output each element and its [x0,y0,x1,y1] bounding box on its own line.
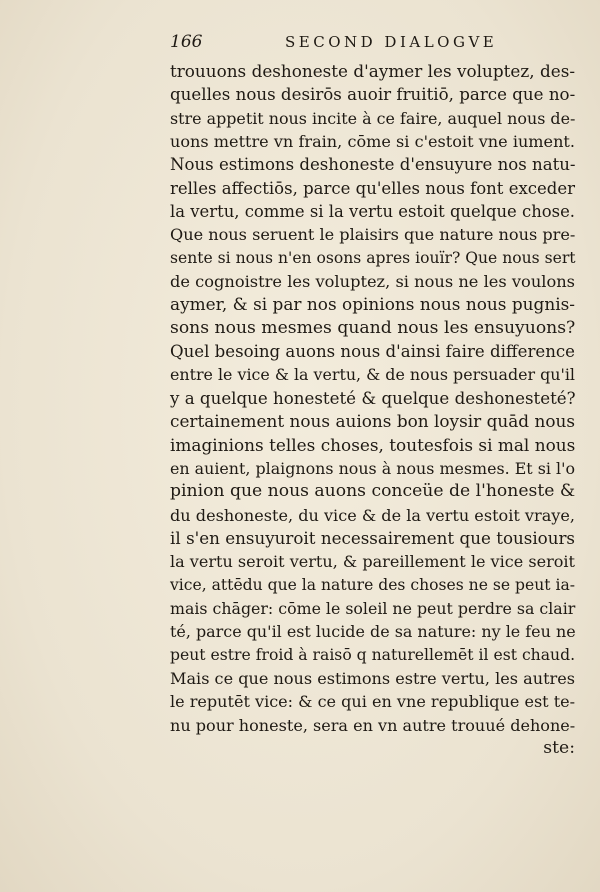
text-line: Quel besoing auons nous d'ainsi faire difference [170,342,575,362]
text-line: du deshoneste, du vice & de la vertu estoit vraye, [170,505,575,525]
text-line: Que nous seruent le plaisirs que nature nous pre- [170,225,576,245]
text-line: vice, attēdu que la nature des choses ne se peut ia- [170,575,576,594]
text-line: entre le vice & la vertu, & de nous persuader qu'il [170,365,575,385]
text-line: trouuons deshoneste d'aymer les voluptez, des- [170,61,575,81]
text-line: stre appetit nous incite à ce faire, auquel nous de- [170,108,576,128]
page-header [170,32,570,56]
text-line: imaginions telles choses, toutesfois si mal nous [170,434,576,455]
catchword-line: ste: [543,737,575,758]
page-number: 166 [170,32,203,52]
text-line: sente si nous n'en osons apres iouïr? Que nous sert [170,248,576,267]
text-line: certainement nous auions bon loysir quād nous [170,411,575,432]
text-line: le reputēt vice: & ce qui en vne republique est te- [170,692,576,712]
text-line: té, parce qu'il est lucide de sa nature: ny le feu ne [170,622,576,642]
text-line: quelles nous desirōs auoir fruitiō, parce que no- [170,85,576,105]
text-line: peut estre froid à raisō q naturellemēt il est chaud. [170,645,576,664]
body-text [170,60,575,760]
text-line: uons mettre vn frain, cōme si c'estoit vne iument. [170,132,575,152]
text-line: la vertu, comme si la vertu estoit quelque chose. [170,202,575,222]
text-line: Mais ce que nous estimons estre vertu, les autres [170,668,575,688]
text-line: nu pour honeste, sera en vn autre trouué dehone- [170,715,576,735]
text-line: relles affectiōs, parce qu'elles nous font exceder [170,178,575,198]
text-line: Nous estimons deshoneste d'ensuyure nos natu- [170,155,576,175]
text-line: y a quelque honesteté & quelque deshonesteté? [170,388,576,408]
text-line: pinion que nous auons conceüe de l'honeste & [170,481,576,502]
text-line: sons nous mesmes quand nous les ensuyuons? [170,317,576,338]
text-line: aymer, & si par nos opinions nous nous pugnis- [170,294,575,315]
text-line: la vertu seroit vertu, & pareillement le vice seroit [170,552,575,572]
running-head: SECOND DIALOGVE [285,33,498,51]
text-line: de cognoistre les voluptez, si nous ne les voulons [170,272,575,292]
text-line: il s'en ensuyuroit necessairement que tousiours [170,527,575,548]
text-line: en auient, plaignons nous à nous mesmes. Et si l'o [170,458,575,478]
text-line: mais chāger: cōme le soleil ne peut perdre sa clair [170,598,576,618]
